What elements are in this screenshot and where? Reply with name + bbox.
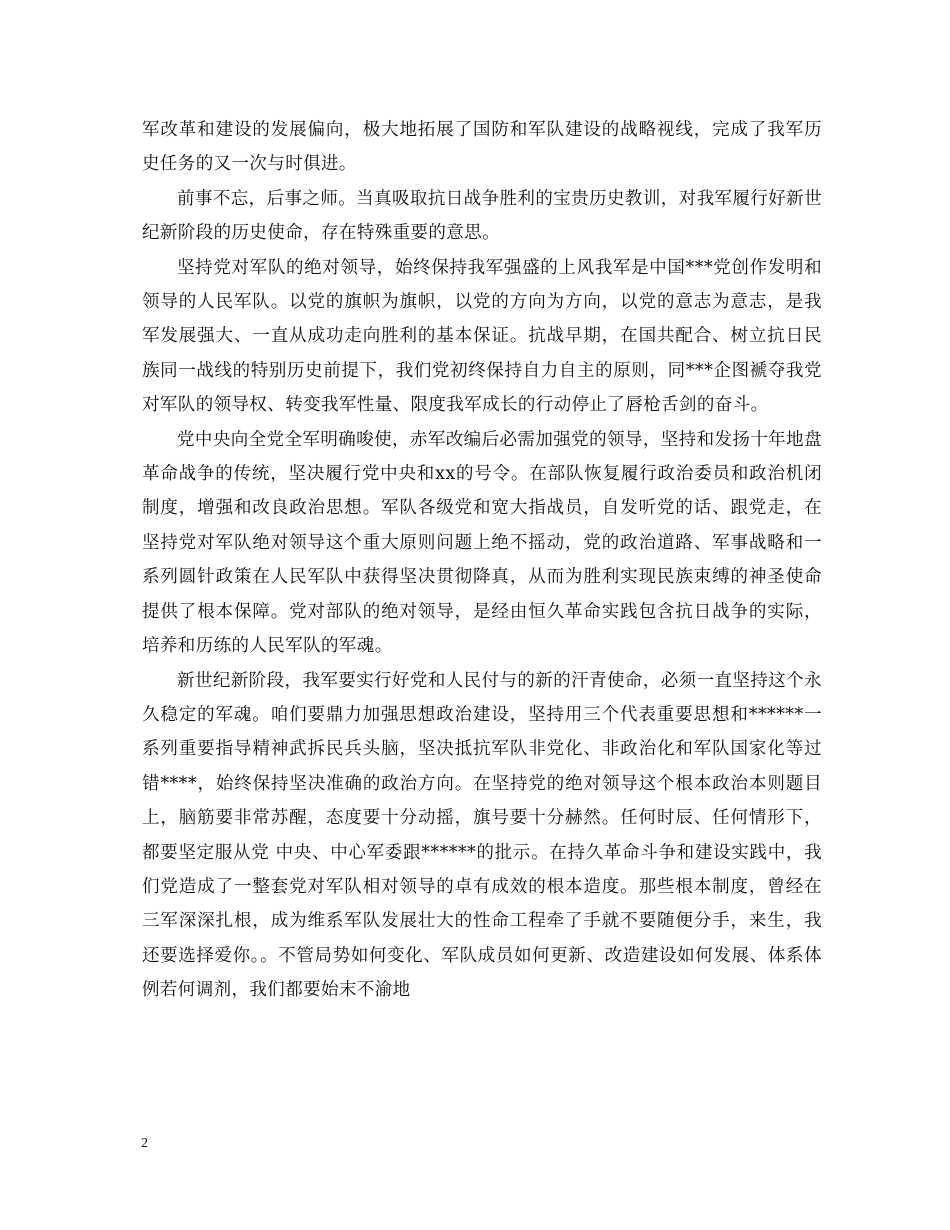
paragraph-5: 新世纪新阶段，我军要实行好党和人民付与的新的汗青使命，必须一直坚持这个永久稳定的军魂。咱们要鼎力加强思想政治建设，坚持用三个代表重要思想和******一系列重要指导精神武拆民兵头脑，坚决抵抗军队非党化、非政治化和军队国家化等过错****，始终保持坚决准确的政治方向。在坚持党的绝对领导这个根本政治本则题目上，脑筋要非常苏醒，态度要十分动摇，旗号要十分赫然。任何时辰、任何情形下，都要坚定服从党 中央、中心军委跟******的批示。在持久革命斗争和建设实践中，我们党造成了一整套党对军队相对领导的卓有成效的根本造度。那些根本制度，曾经在三军深深扎根，成为维系军队发展壮大的性命工程牵了手就不要随便分手，来生，我还要选择爱你。。不管局势如何变化、军队成员如何更新、改造建设如何发展、体系体例若何调剂，我们都要始末不渝地 bbox=[142, 670, 822, 1001]
page-number: 2 bbox=[141, 1136, 148, 1151]
body-text bbox=[142, 113, 822, 1008]
paragraph-1: 军改革和建设的发展偏向，极大地拓展了国防和军队建设的战略视线，完成了我军历史任务的又一次与时俱进。 bbox=[142, 120, 822, 175]
paragraph-2: 前事不忘，后事之师。当真吸取抗日战争胜利的宝贵历史教训，对我军履行好新世纪新阶段的历史使命，存在特殊重要的意思。 bbox=[142, 188, 822, 244]
paragraph-3: 坚持党对军队的绝对领导，始终保持我军强盛的上风我军是中国***党创作发明和领导的人民军队。以党的旗帜为旗帜，以党的方向为方向，以党的意志为意志，是我军发展强大、一直从成功走向胜利的基本保证。抗战早期，在国共配合、树立抗日民族同一战线的特别历史前提下，我们党初终保持自力自主的原则，同***企图褫夺我党对军队的领导权、转变我军性量、限度我军成长的行动停止了唇枪舌剑的奋斗。 bbox=[142, 257, 822, 416]
paragraph-4: 党中央向全党全军明确唆使，赤军改编后必需加强党的领导，坚持和发扬十年地盘革命战争的传统，坚决履行党中央和xx的号令。在部队恢复履行政治委员和政治机闭制度，增强和改良政治思想。军队各级党和宽大指战员，自发听党的话、跟党走，在坚持党对军队绝对领导这个重大原则问题上绝不摇动，党的政治道路、军事战略和一系列圆针政策在人民军队中获得坚决贯彻降真，从而为胜利实现民族束缚的神圣使命提供了根本保障。党对部队的绝对领导，是经由恒久革命实践包含抗日战争的实际，培养和历练的人民军队的军魂。 bbox=[142, 429, 822, 657]
